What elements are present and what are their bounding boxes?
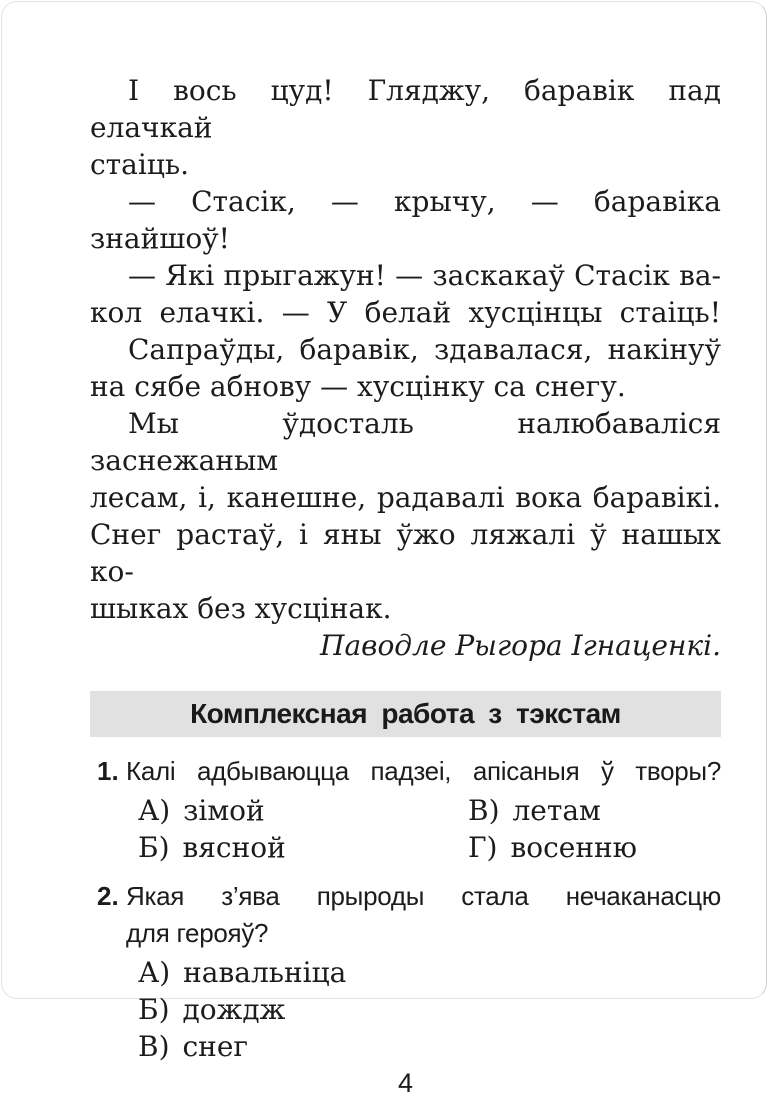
questions bbox=[90, 753, 721, 1065]
story-line: Снег растаў, і яны ўжо ляжалі ў нашых ко- bbox=[90, 518, 721, 588]
question-body bbox=[126, 753, 721, 866]
question-number: 1. bbox=[97, 756, 119, 786]
attribution bbox=[90, 627, 721, 664]
story-paragraph bbox=[90, 183, 721, 257]
story-line: на сябе абнову — хусцінку са снегу. bbox=[90, 370, 626, 403]
option bbox=[138, 1028, 721, 1065]
option-text: дождж bbox=[182, 993, 286, 1026]
option bbox=[138, 829, 468, 866]
story-line: шыках без хусцінак. bbox=[90, 592, 392, 625]
story-line: Паводле Рыгора Ігнаценкі. bbox=[320, 629, 721, 662]
option-text: зімой bbox=[183, 794, 265, 827]
question-text: Якая з’ява прыроды стала нечаканасцю bbox=[126, 881, 721, 911]
story-line: стаіць. bbox=[90, 148, 189, 181]
option-text: летам bbox=[512, 794, 601, 827]
question-text: Калі адбываюцца падзеі, апісаныя ў творы? bbox=[126, 756, 721, 786]
option bbox=[138, 954, 721, 991]
option-label: Б) bbox=[138, 993, 170, 1026]
question bbox=[90, 878, 721, 1065]
story-line: — Стасік, — крычу, — баравіка знайшоў! bbox=[90, 185, 721, 255]
option bbox=[468, 792, 721, 829]
question-number: 2. bbox=[97, 881, 119, 911]
option-text: навальніца bbox=[183, 956, 347, 989]
story-paragraph bbox=[90, 405, 721, 627]
option bbox=[138, 792, 468, 829]
story-line: — Які прыгажун! — заскакаў Стасік ва- bbox=[128, 259, 721, 292]
section-header-bar bbox=[90, 691, 721, 737]
question-text: для герояў? bbox=[126, 918, 269, 948]
section-title: Комплексная работа з тэкстам bbox=[190, 698, 621, 729]
option bbox=[138, 991, 721, 1028]
question bbox=[90, 753, 721, 866]
story-line: Сапраўды, баравік, здавалася, накінуў bbox=[128, 333, 721, 366]
story-line: І вось цуд! Гляджу, баравік пад елачкай bbox=[90, 74, 721, 144]
option-label: Б) bbox=[138, 831, 170, 864]
story-line: Мы ўдосталь налюбаваліся заснежаным bbox=[90, 407, 721, 477]
option-text: снег bbox=[182, 1030, 249, 1063]
option bbox=[468, 829, 721, 866]
story-line: кол елачкі. — У белай хусцінцы стаіць! bbox=[90, 296, 721, 329]
option-label: В) bbox=[138, 1030, 170, 1063]
story-line: лесам, і, канешне, радавалі вока баравікі. bbox=[90, 481, 721, 514]
option-label: В) bbox=[468, 794, 500, 827]
story-paragraph bbox=[90, 257, 721, 331]
option-text: вясной bbox=[182, 831, 286, 864]
option-label: А) bbox=[138, 794, 171, 827]
question-body bbox=[126, 878, 721, 1065]
option-label: А) bbox=[138, 956, 171, 989]
story-paragraph bbox=[90, 72, 721, 183]
story-paragraph bbox=[90, 331, 721, 405]
option-text: восенню bbox=[510, 831, 638, 864]
options-list bbox=[126, 792, 721, 866]
options-list bbox=[126, 954, 721, 1065]
option-label: Г) bbox=[468, 831, 498, 864]
page-number: 4 bbox=[397, 1068, 414, 1098]
book-page bbox=[1, 1, 767, 1098]
story-text bbox=[90, 72, 721, 664]
